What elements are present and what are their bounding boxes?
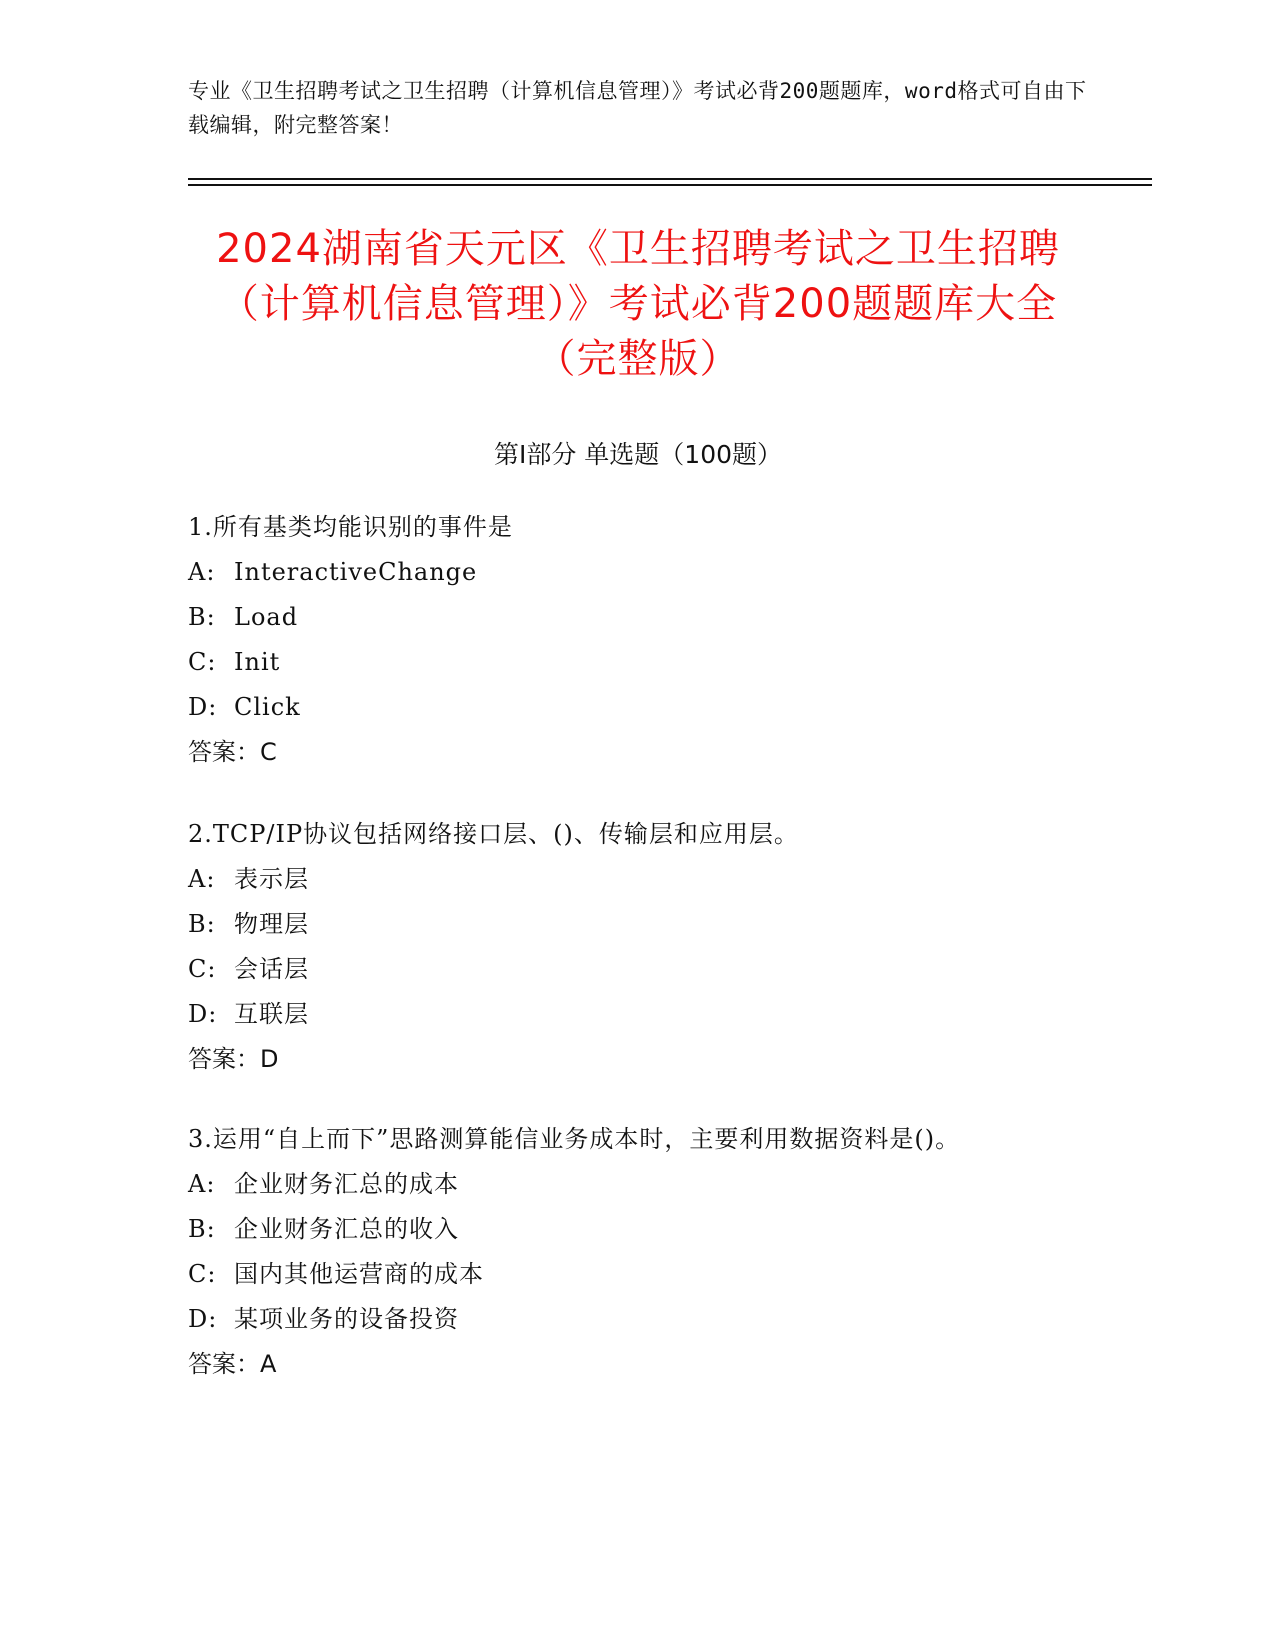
option-letter: A: <box>188 865 216 893</box>
option-text: 某项业务的设备投资 <box>234 1305 459 1333</box>
option-text: 企业财务汇总的成本 <box>234 1170 459 1198</box>
option-c <box>188 640 1088 685</box>
option-d <box>188 992 1088 1037</box>
option-text: 会话层 <box>234 955 309 983</box>
answer: 答案：A <box>188 1350 277 1378</box>
option-letter: B: <box>188 603 216 631</box>
question-2 <box>188 812 1088 1082</box>
option-a <box>188 857 1088 902</box>
option-letter: C: <box>188 648 217 676</box>
answer: 答案：C <box>188 738 277 766</box>
option-a <box>188 1162 1088 1207</box>
option-letter: C: <box>188 1260 217 1288</box>
option-d <box>188 1297 1088 1342</box>
question-stem: 2.TCP/IP协议包括网络接口层、()、传输层和应用层。 <box>188 820 799 848</box>
option-letter: A: <box>188 1170 216 1198</box>
option-letter: B: <box>188 910 216 938</box>
option-letter: D: <box>188 1000 218 1028</box>
option-text: Click <box>234 693 301 721</box>
question-3 <box>188 1117 1088 1387</box>
option-letter: C: <box>188 955 217 983</box>
header-divider-bottom <box>188 184 1152 186</box>
question-1 <box>188 505 1088 775</box>
option-text: 物理层 <box>234 910 309 938</box>
option-text: Init <box>234 648 281 676</box>
section-title: 第Ⅰ部分 单选题（100题） <box>493 440 783 469</box>
option-text: 表示层 <box>234 865 309 893</box>
header-divider-top <box>188 178 1152 180</box>
option-text: 企业财务汇总的收入 <box>234 1215 459 1243</box>
option-letter: D: <box>188 1305 218 1333</box>
option-text: InteractiveChange <box>234 558 478 586</box>
option-c <box>188 947 1088 992</box>
option-d <box>188 685 1088 730</box>
option-text: 国内其他运营商的成本 <box>234 1260 484 1288</box>
option-b <box>188 595 1088 640</box>
option-a <box>188 550 1088 595</box>
option-b <box>188 902 1088 947</box>
question-stem: 1.所有基类均能识别的事件是 <box>188 513 513 541</box>
option-c <box>188 1252 1088 1297</box>
option-letter: B: <box>188 1215 216 1243</box>
answer: 答案：D <box>188 1045 279 1073</box>
option-text: 互联层 <box>234 1000 309 1028</box>
question-stem: 3.运用“自上而下”思路测算能信业务成本时，主要利用数据资料是()。 <box>188 1125 961 1153</box>
option-text: Load <box>234 603 299 631</box>
option-letter: D: <box>188 693 218 721</box>
option-b <box>188 1207 1088 1252</box>
option-letter: A: <box>188 558 216 586</box>
header-note: 专业《卫生招聘考试之卫生招聘（计算机信息管理）》考试必背200题题库，word格式可自由下载编辑，附完整答案！ <box>188 79 1087 137</box>
document-title: 2024湖南省天元区《卫生招聘考试之卫生招聘（计算机信息管理）》考试必背200题题库大全（完整版） <box>216 226 1060 382</box>
